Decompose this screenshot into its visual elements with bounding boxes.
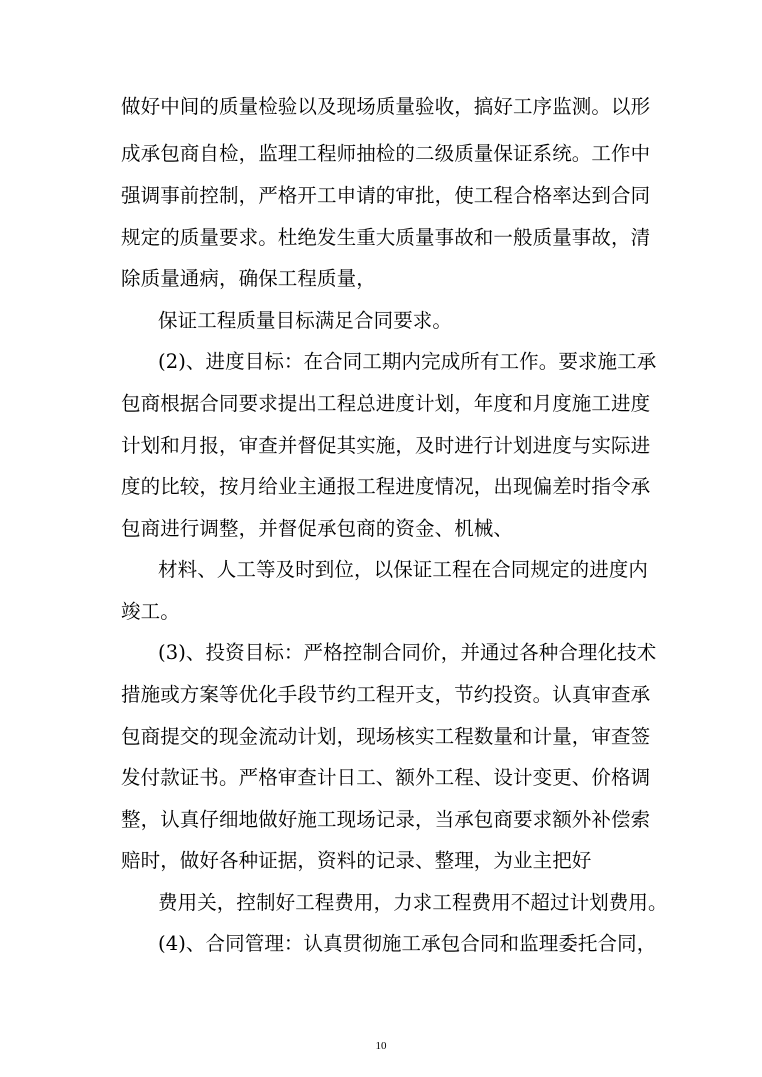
text-line: 包商提交的现金流动计划，现场核实工程数量和计量，审查签 [121, 725, 651, 748]
text-line: 整，认真仔细地做好施工现场记录，当承包商要求额外补偿索 [121, 808, 651, 831]
text-line: 成承包商自检，监理工程师抽检的二级质量保证系统。工作中 [121, 142, 651, 165]
text-line: (4)、合同管理：认真贯彻施工承包合同和监理委托合同， [158, 932, 657, 955]
text-line: (3)、投资目标：严格控制合同价，并通过各种合理化技术 [158, 641, 657, 664]
text-line: 措施或方案等优化手段节约工程开支，节约投资。认真审查承 [121, 683, 651, 706]
text-line: 规定的质量要求。杜绝发生重大质量事故和一般质量事故，清 [121, 226, 651, 249]
text-line: 除质量通病，确保工程质量， [121, 267, 376, 290]
text-line: (2)、进度目标：在合同工期内完成所有工作。要求施工承 [158, 350, 657, 373]
page-number: 10 [375, 1040, 387, 1052]
text-line: 赔时，做好各种证据，资料的记录、整理，为业主把好 [121, 849, 592, 872]
text-line: 材料、人工等及时到位，以保证工程在合同规定的进度内 [158, 558, 649, 581]
text-line: 发付款证书。严格审查计日工、额外工程、设计变更、价格调 [121, 766, 651, 789]
text-line: 度的比较，按月给业主通报工程进度情况，出现偏差时指令承 [121, 475, 651, 498]
text-line: 竣工。 [121, 600, 180, 623]
text-line: 包商根据合同要求提出工程总进度计划，年度和月度施工进度 [121, 392, 651, 415]
text-line: 费用关，控制好工程费用，力求工程费用不超过计划费用。 [158, 891, 668, 914]
text-line: 做好中间的质量检验以及现场质量验收，搞好工序监测。以形 [121, 95, 651, 118]
text-line: 保证工程质量目标满足合同要求。 [158, 309, 453, 332]
text-line: 包商进行调整，并督促承包商的资金、机械、 [121, 517, 514, 540]
text-line: 强调事前控制，严格开工申请的审批，使工程合格率达到合同 [121, 184, 651, 207]
text-line: 计划和月报，审查并督促其实施，及时进行计划进度与实际进 [121, 434, 651, 457]
